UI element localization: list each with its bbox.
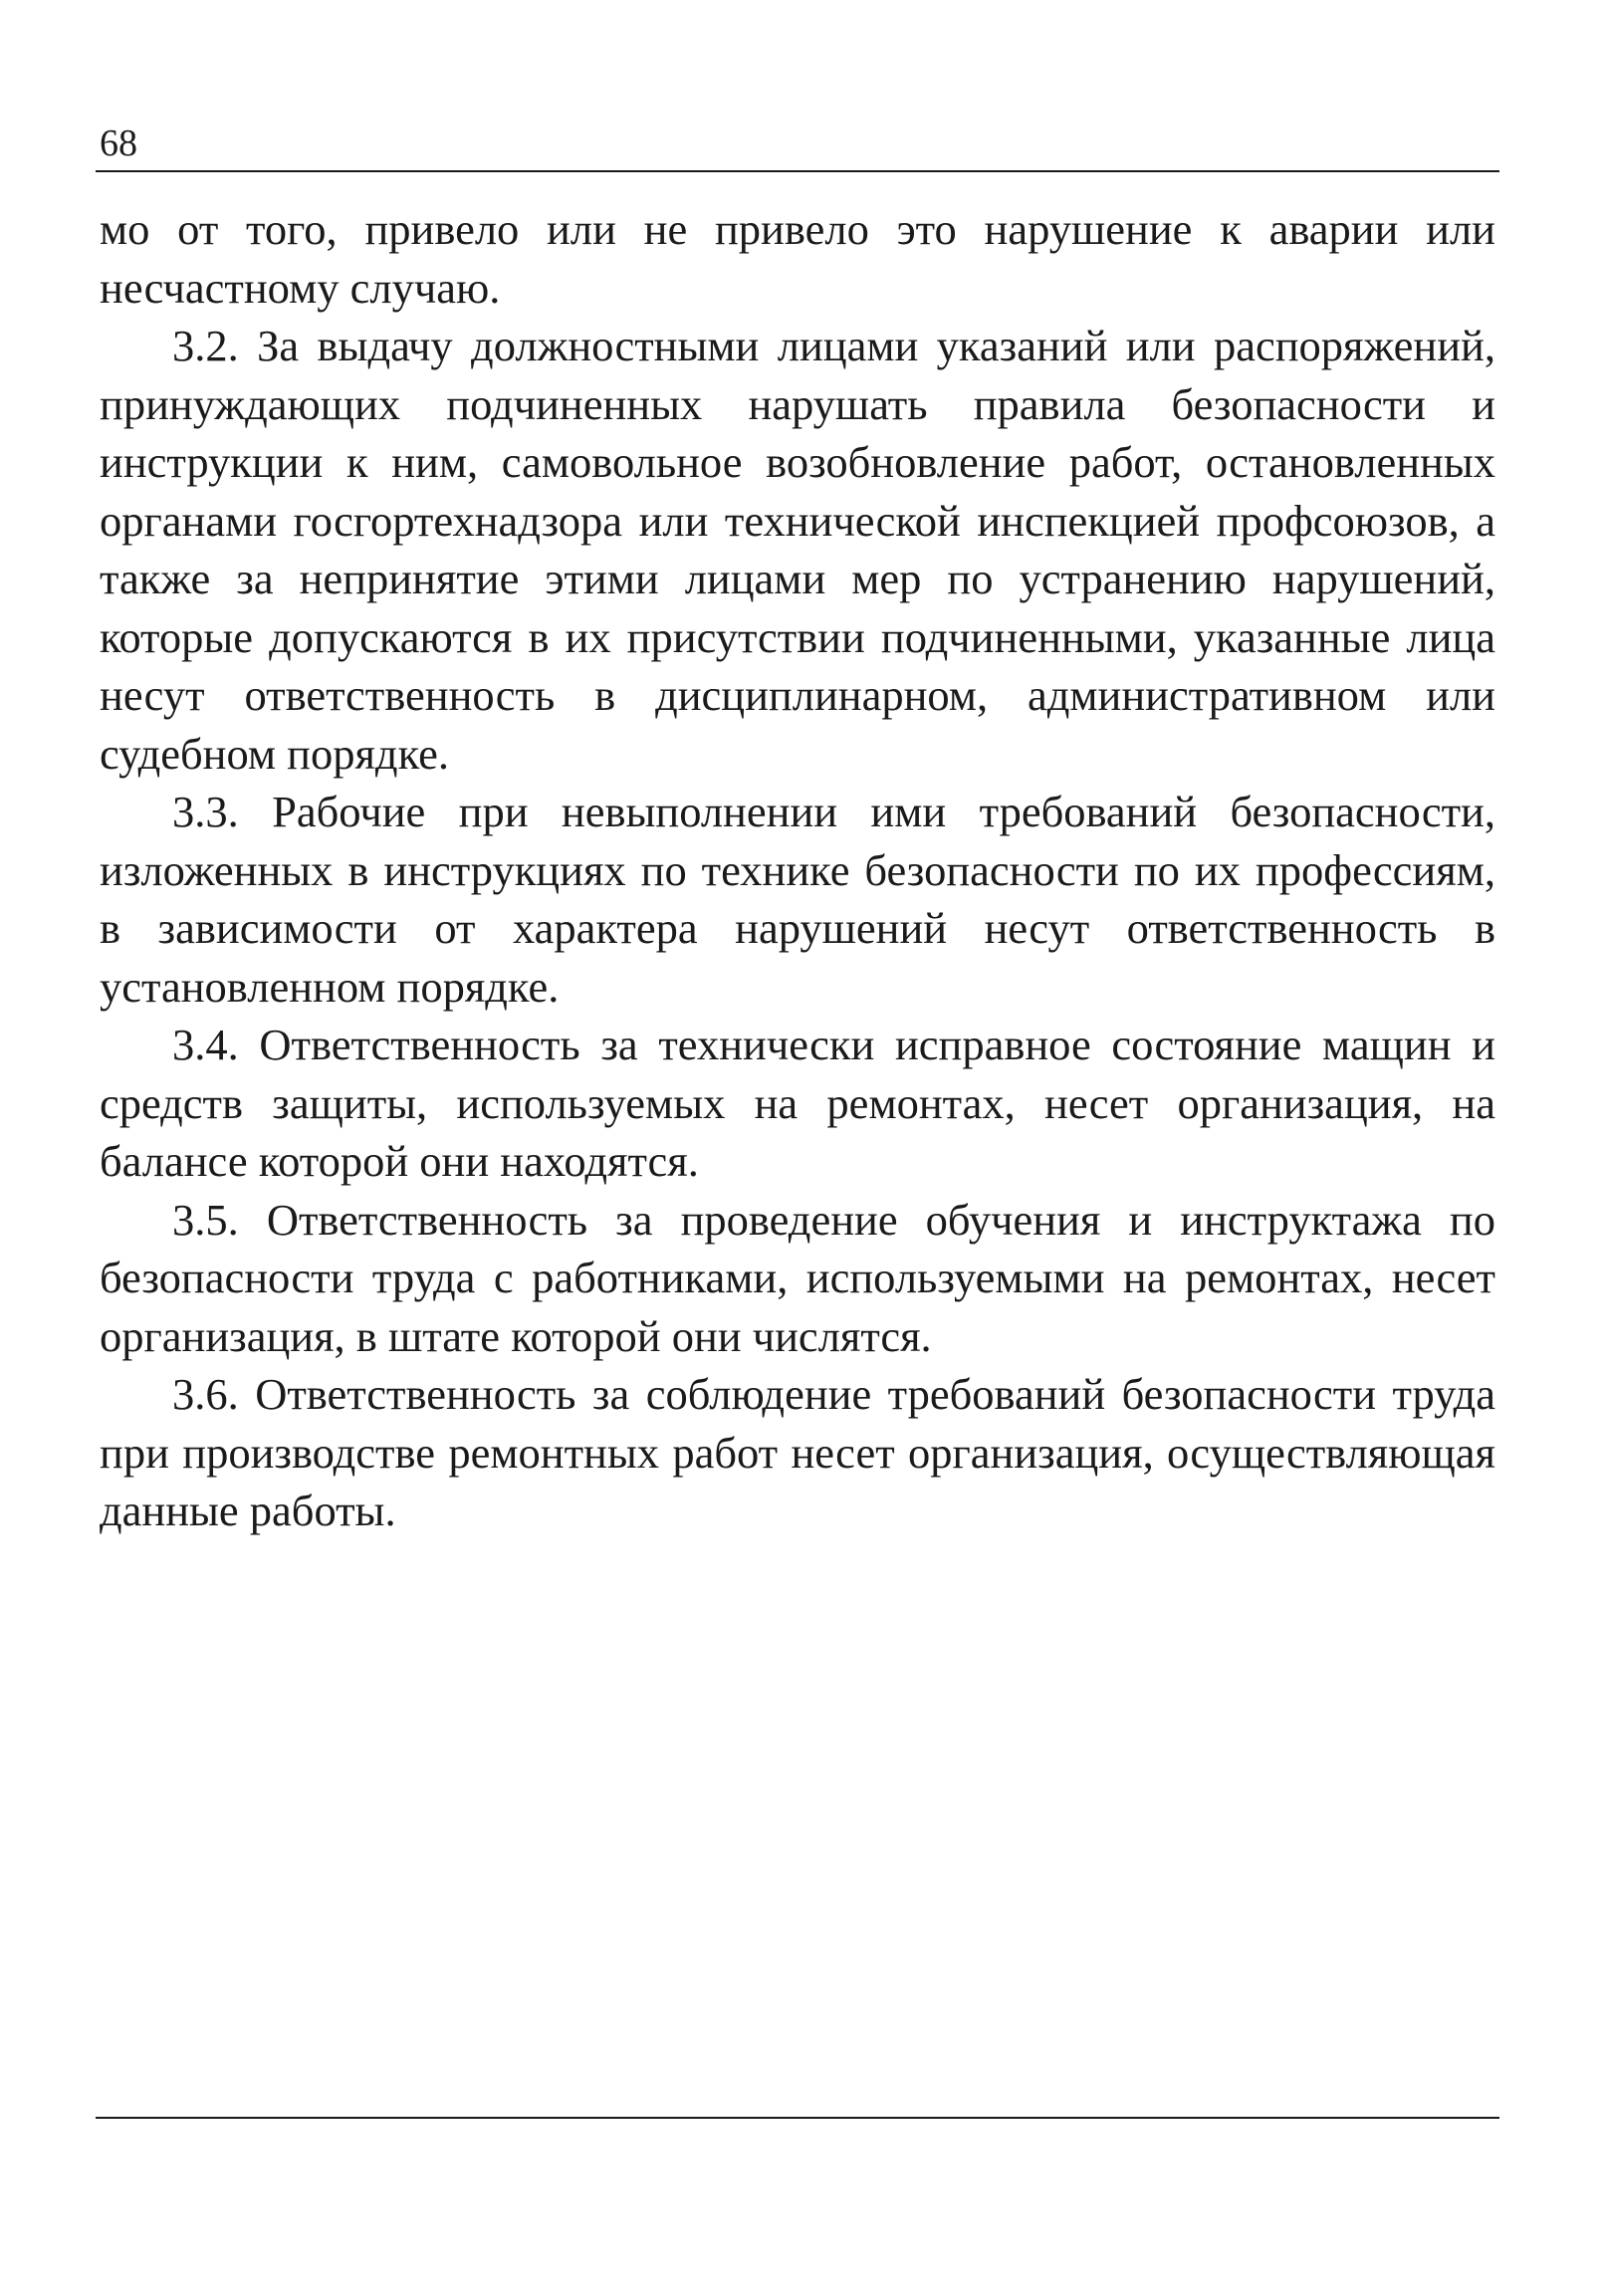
- paragraph-3-2: 3.2. За выдачу должностными лицами указаний или распоряжений, принуждающих подчиненных нарушать правила безопасности и инструкции к ним, самовольное возобновление работ, остановленных органами госгортехнадзора или технической инспекцией профсоюзов, а также за непринятие этими лицами мер по устранению нарушений, которые допускаются в их присутствии подчиненными, указанные лица несут ответственность в дисциплинарном, административном или судебном порядке.: [100, 321, 1495, 779]
- paragraph-3-3: 3.3. Рабочие при невыполнении ими требований безопасности, изложенных в инструкциях по технике безопасности по их профессиям, в зависимости от характера нарушений несут ответственность в установленном порядке.: [100, 787, 1495, 1012]
- body-text: [100, 200, 1495, 1540]
- paragraph-continuation: мо от того, привело или не привело это нарушение к аварии или несчастному случаю.: [100, 204, 1495, 313]
- paragraph-3-6: 3.6. Ответственность за соблюдение требований безопасности труда при производстве ремонтных работ несет организация, осуществляющая данные работы.: [100, 1369, 1495, 1535]
- paragraph-3-5: 3.5. Ответственность за проведение обучения и инструктажа по безопасности труда с работниками, используемыми на ремонтах, несет организация, в штате которой они числятся.: [100, 1194, 1495, 1361]
- paragraph-3-4: 3.4. Ответственность за технически исправное состояние мащин и средств защиты, используемых на ремонтах, несет организация, на балансе которой они находятся.: [100, 1020, 1495, 1186]
- footer-rule: [96, 2117, 1499, 2119]
- header-rule: [96, 170, 1499, 172]
- page-number: 68: [100, 122, 137, 164]
